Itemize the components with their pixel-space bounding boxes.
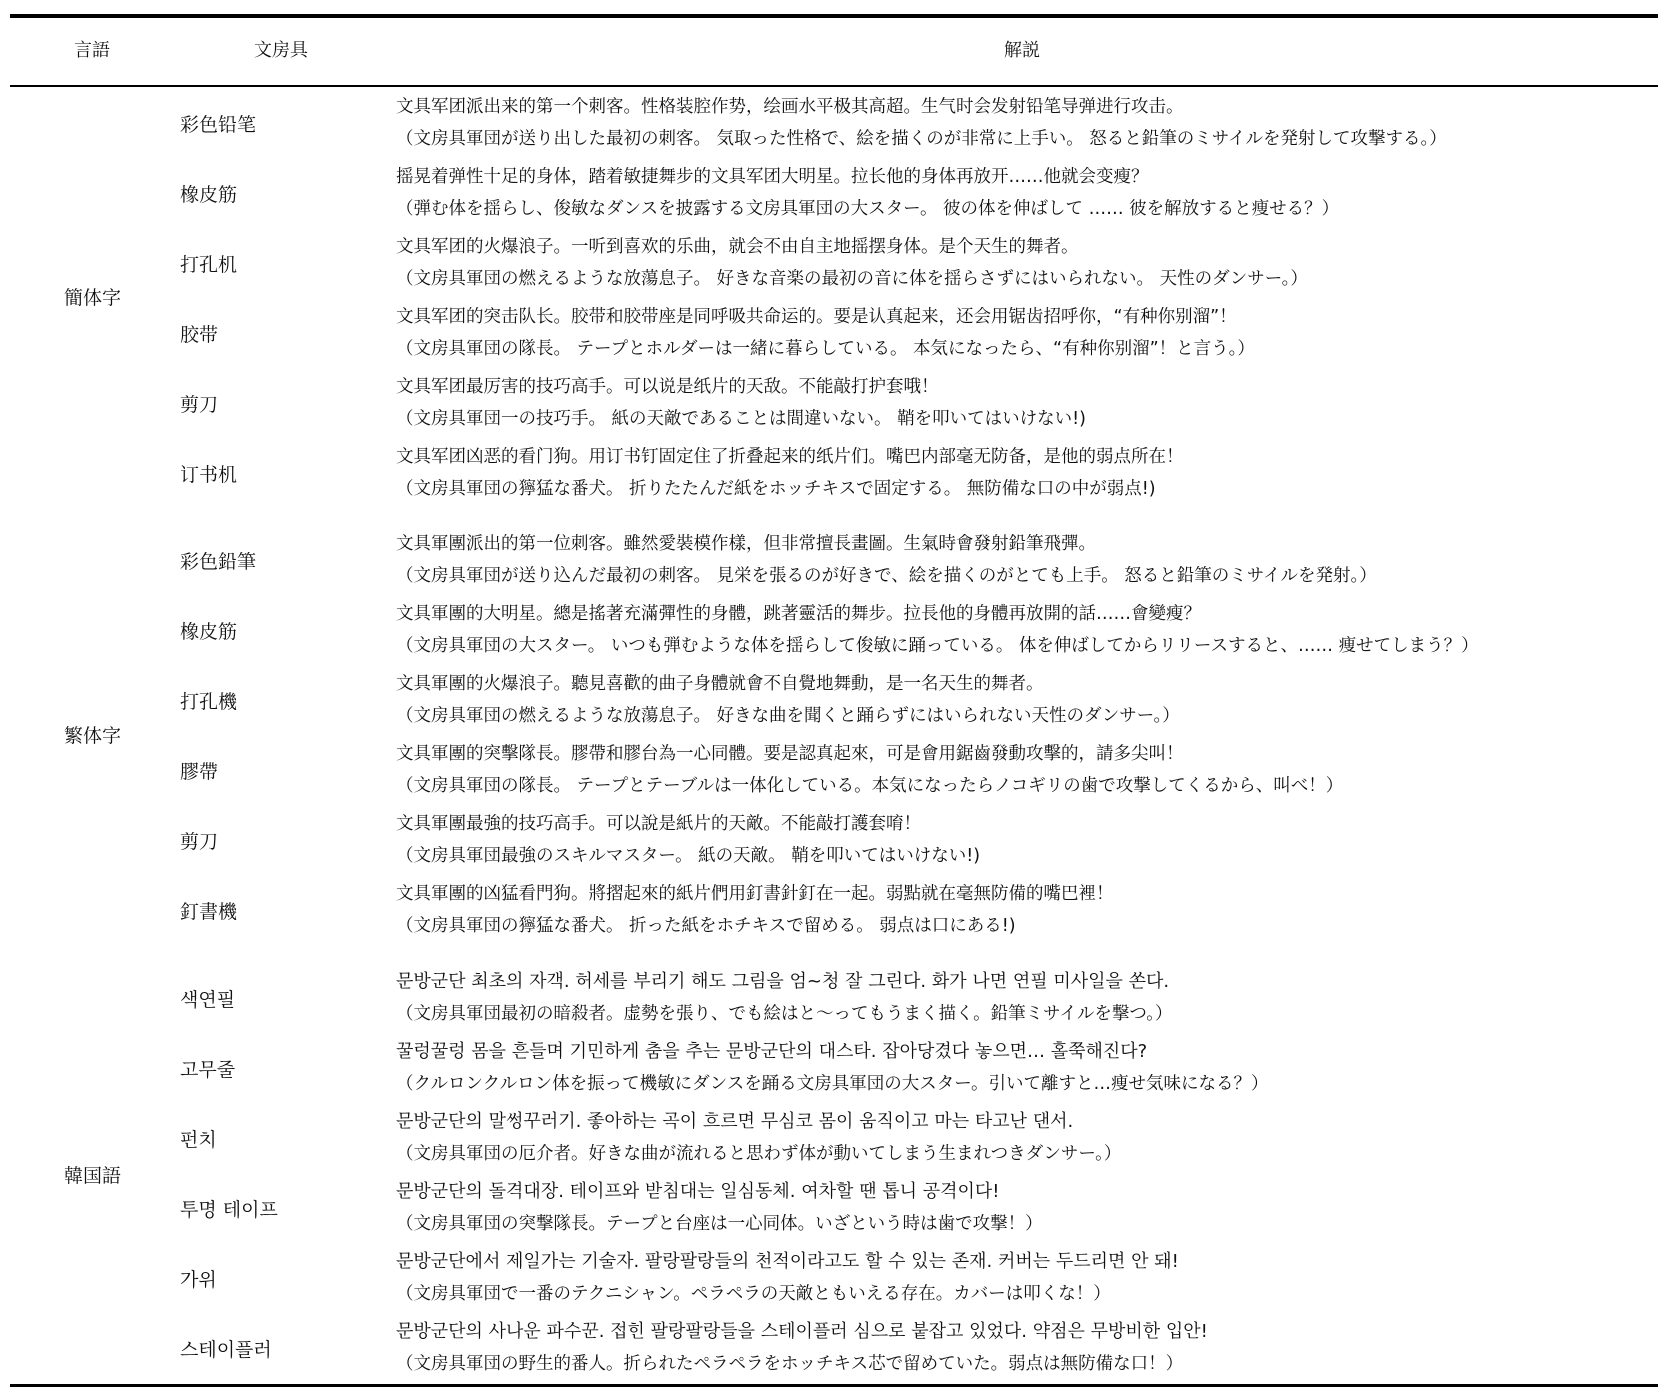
description — [396, 1176, 1043, 1240]
description-text: 文具军团凶恶的看门狗。用订书钉固定住了折叠起来的纸片们。嘴巴内部毫无防备，是他的弱点所在！ — [396, 447, 1184, 467]
table-row — [0, 1246, 1666, 1312]
stationery-name: 打孔機 — [180, 691, 238, 713]
table-row — [0, 1106, 1666, 1172]
description — [396, 966, 1172, 1030]
language-traditional: 繁体字 — [64, 725, 122, 747]
description — [396, 878, 1114, 942]
description-text: 문방군단 최초의 자객. 허세를 부리기 해도 그림을 엄~청 잘 그린다. 화가 나면 연필 미사일을 쏜다. — [396, 971, 1170, 992]
table-row — [0, 231, 1666, 297]
table-row — [0, 598, 1666, 664]
description — [396, 668, 1180, 732]
table-row — [0, 1036, 1666, 1102]
description-japanese: （クルロンクルロン体を振って機敏にダンスを踊る文房具軍団の大スター。引いて離すと…痩せ気味になる？） — [396, 1074, 1269, 1094]
description-japanese: （文房具軍団一の技巧手。 紙の天敵であることは間違いない。 鞘を叩いてはいけない!) — [396, 409, 1086, 429]
description-text: 꿀렁꿀렁 몸을 흔들며 기민하게 춤을 추는 문방군단의 대스타. 잡아당겼다 놓으면… 홀쭉해진다? — [396, 1041, 1148, 1062]
description — [396, 161, 1339, 225]
description-text: 文具軍團派出的第一位刺客。雖然愛裝模作樣，但非常擅長畫圖。生氣時會發射鉛筆飛彈。 — [396, 534, 1096, 554]
description-text: 文具军团的火爆浪子。一听到喜欢的乐曲，就会不由自主地摇摆身体。是个天生的舞者。 — [396, 237, 1079, 257]
stationery-name: 胶带 — [180, 324, 219, 346]
description — [396, 91, 1447, 155]
table-row — [0, 371, 1666, 437]
stationery-name: 剪刀 — [180, 831, 219, 853]
table-row — [0, 161, 1666, 227]
description — [396, 598, 1479, 662]
description-japanese: （文房具軍団の野生的番人。折られたペラペラをホッチキス芯で留めていた。弱点は無防備な口！） — [396, 1354, 1184, 1374]
description — [396, 528, 1377, 592]
description-japanese: （文房具軍団最強のスキルマスター。 紙の天敵。 鞘を叩いてはいけない!) — [396, 846, 981, 866]
bottom-rule — [10, 1384, 1658, 1387]
description — [396, 808, 980, 872]
description-japanese: （文房具軍団の燃えるような放蕩息子。 好きな曲を聞くと踊らずにはいられない天性のダンサー。） — [396, 706, 1180, 726]
header-rule — [10, 85, 1658, 87]
table-row — [0, 966, 1666, 1032]
table-row — [0, 301, 1666, 367]
description-text: 문방군단의 사나운 파수꾼. 접힌 팔랑팔랑들을 스테이플러 심으로 붙잡고 있었다. 약점은 무방비한 입안! — [396, 1321, 1208, 1342]
description — [396, 441, 1184, 505]
description-japanese: （文房具軍団の燃えるような放蕩息子。 好きな音楽の最初の音に体を揺らさずにはいられない。 天性のダンサー。） — [396, 269, 1308, 289]
table-row — [0, 878, 1666, 944]
stationery-name: 고무줄 — [180, 1059, 236, 1081]
stationery-name: 釘書機 — [180, 901, 238, 923]
description-japanese: （文房具軍団最初の暗殺者。虚勢を張り、でも絵はと〜ってもうまく描く。鉛筆ミサイルを撃つ。） — [396, 1004, 1173, 1024]
stationery-name: 스테이플러 — [180, 1339, 272, 1361]
description-text: 文具軍團的大明星。總是搖著充滿彈性的身體，跳著靈活的舞步。拉長他的身體再放開的話……會變瘦？ — [396, 604, 1201, 624]
stationery-name: 투명 테이프 — [180, 1199, 278, 1221]
description — [396, 1316, 1208, 1380]
description-text: 文具軍團的火爆浪子。聽見喜歡的曲子身體就會不自覺地舞動，是一名天生的舞者。 — [396, 674, 1044, 694]
stationery-name: 橡皮筋 — [180, 621, 238, 643]
table-row — [0, 738, 1666, 804]
description-japanese: （文房具軍団が送り込んだ最初の刺客。 見栄を張るのが好きで、絵を描くのがとても上手。 怒ると鉛筆のミサイルを発射。） — [396, 566, 1377, 586]
stationery-name: 색연필 — [180, 989, 236, 1011]
description — [396, 1246, 1179, 1310]
description-text: 文具军团的突击队长。胶带和胶带座是同呼吸共命运的。要是认真起来，还会用锯齿招呼你，“有种你别溜”！ — [396, 307, 1237, 327]
table-row — [0, 91, 1666, 157]
description-text: 摇晃着弹性十足的身体，踏着敏捷舞步的文具军团大明星。拉长他的身体再放开……他就会变瘦？ — [396, 167, 1149, 187]
description-text: 문방군단의 돌격대장. 테이프와 받침대는 일심동체. 여차할 땐 톱니 공격이다! — [396, 1181, 1000, 1202]
description-japanese: （文房具軍団の突撃隊長。テープと台座は一心同体。いざという時は歯で攻撃！） — [396, 1214, 1043, 1234]
table-row — [0, 528, 1666, 594]
table-row — [0, 808, 1666, 874]
description-text: 文具軍團的突擊隊長。膠帶和膠台為一心同體。要是認真起來，可是會用鋸齒發動攻擊的，請多尖叫！ — [396, 744, 1184, 764]
stationery-name: 彩色铅笔 — [180, 114, 257, 136]
description-japanese: （文房具軍団で一番のテクニシャン。ペラペラの天敵ともいえる存在。カバーは叩くな！） — [396, 1284, 1111, 1304]
description-japanese: （文房具軍団が送り出した最初の刺客。 気取った性格で、絵を描くのが非常に上手い。 怒ると鉛筆のミサイルを発射して攻撃する。） — [396, 129, 1447, 149]
description-text: 문방군단에서 제일가는 기술자. 팔랑팔랑들의 천적이라고도 할 수 있는 존재. 커버는 두드리면 안 돼! — [396, 1251, 1179, 1272]
table-row — [0, 441, 1666, 507]
description-japanese: （弾む体を揺らし、俊敏なダンスを披露する文房具軍団の大スター。 彼の体を伸ばして …… 彼を解放すると痩せる？） — [396, 199, 1340, 219]
stationery-name: 打孔机 — [180, 254, 238, 276]
description-japanese: （文房具軍団の大スター。 いつも弾むような体を揺らして俊敏に踊っている。 体を伸ばしてからリリースすると、…… 痩せてしまう？） — [396, 636, 1479, 656]
description — [396, 231, 1308, 295]
stationery-name: 彩色鉛筆 — [180, 551, 257, 573]
stationery-name: 펀치 — [180, 1129, 217, 1151]
language-simplified: 簡体字 — [64, 287, 122, 309]
stationery-name: 订书机 — [180, 464, 238, 486]
stationery-name: 橡皮筋 — [180, 184, 238, 206]
header-stationery: 文房具 — [254, 40, 308, 61]
description — [396, 1036, 1269, 1100]
table-row — [0, 1316, 1666, 1382]
stationery-name: 膠帶 — [180, 761, 219, 783]
description-text: 文具軍團的凶猛看門狗。將摺起來的紙片們用釘書針釘在一起。弱點就在毫無防備的嘴巴裡！ — [396, 884, 1114, 904]
header-language: 言語 — [74, 40, 110, 61]
description — [396, 738, 1343, 802]
top-rule — [10, 14, 1658, 18]
description-text: 文具军团最厉害的技巧高手。可以说是纸片的天敌。不能敲打护套哦！ — [396, 377, 939, 397]
description-text: 文具軍團最強的技巧高手。可以說是紙片的天敵。不能敲打護套唷！ — [396, 814, 921, 834]
description-japanese: （文房具軍団の隊長。 テープとテーブルは一体化している。本気になったらノコギリの歯で攻撃してくるから、叫べ！） — [396, 776, 1344, 796]
description — [396, 1106, 1121, 1170]
description — [396, 371, 1086, 435]
header-commentary: 解説 — [1004, 40, 1040, 61]
stationery-name: 剪刀 — [180, 394, 219, 416]
description-text: 문방군단의 말썽꾸러기. 좋아하는 곡이 흐르면 무심코 몸이 움직이고 마는 타고난 댄서. — [396, 1111, 1074, 1132]
table-row — [0, 668, 1666, 734]
stationery-name: 가위 — [180, 1269, 217, 1291]
description-japanese: （文房具軍団の獰猛な番犬。 折った紙をホチキスで留める。 弱点は口にある!) — [396, 916, 1016, 936]
description — [396, 301, 1255, 365]
language-korean: 韓国語 — [64, 1165, 122, 1187]
table-row — [0, 1176, 1666, 1242]
description-text: 文具军团派出来的第一个刺客。性格装腔作势，绘画水平极其高超。生气时会发射铅笔导弹进行攻击。 — [396, 97, 1184, 117]
description-japanese: （文房具軍団の獰猛な番犬。 折りたたんだ紙をホッチキスで固定する。 無防備な口の中が弱点!) — [396, 479, 1156, 499]
description-japanese: （文房具軍団の隊長。 テープとホルダーは一緒に暮らしている。 本気になったら、“有种你别溜”！と言う。） — [396, 339, 1255, 359]
description-japanese: （文房具軍団の厄介者。好きな曲が流れると思わず体が動いてしまう生まれつきダンサー。） — [396, 1144, 1122, 1164]
